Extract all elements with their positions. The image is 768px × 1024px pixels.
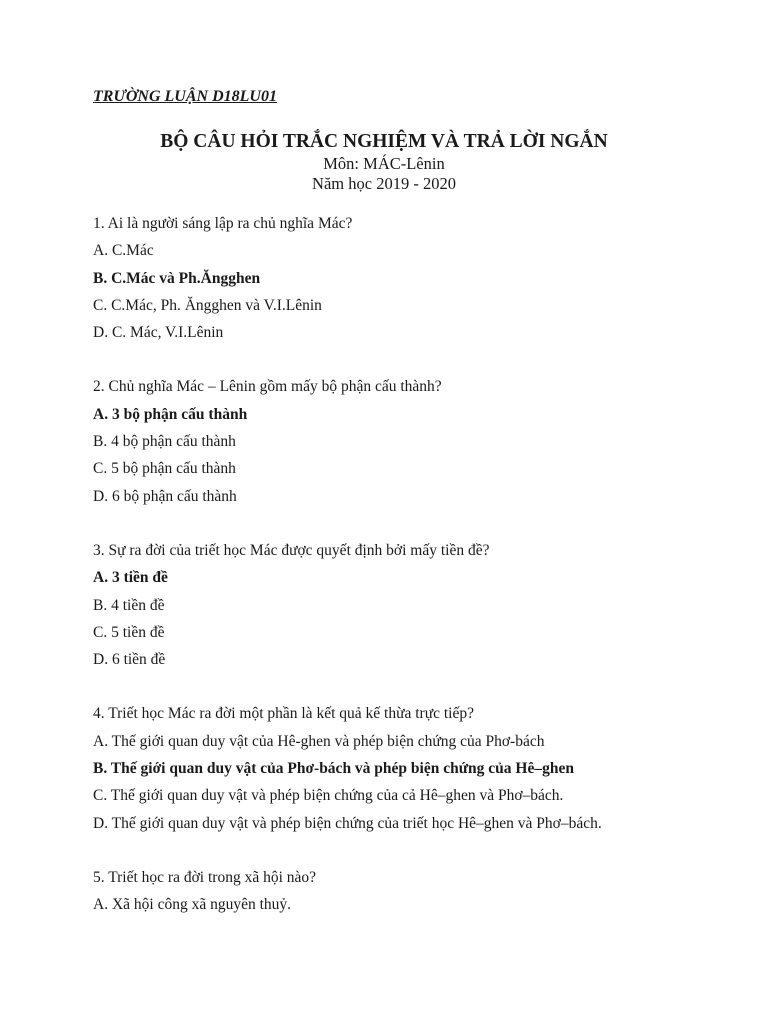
answer-option-correct: B. Thế giới quan duy vật của Phơ-bách và phép biện chứng của Hê–ghen xyxy=(93,760,574,778)
answer-option: C. C.Mác, Ph. Ăngghen và V.I.Lênin xyxy=(93,296,322,314)
answer-option: A. Xã hội công xã nguyên thuỷ. xyxy=(93,896,292,914)
answer-option-correct: B. C.Mác và Ph.Ăngghen xyxy=(93,269,261,287)
question-block xyxy=(93,210,693,346)
question-text: 5. Triết học ra đời trong xã hội nào? xyxy=(93,868,317,886)
question-block xyxy=(93,373,693,509)
school-year-line: Năm học 2019 - 2020 xyxy=(312,174,456,193)
answer-option: C. 5 tiền đề xyxy=(93,623,165,641)
question-block xyxy=(93,864,693,919)
question-text: 1. Ai là người sáng lập ra chủ nghĩa Mác? xyxy=(93,215,353,232)
question-text: 4. Triết học Mác ra đời một phần là kết quả kế thừa trực tiếp? xyxy=(93,705,474,723)
answer-option: D. 6 tiền đề xyxy=(93,651,166,669)
question-block xyxy=(93,700,693,836)
answer-option: B. 4 tiền đề xyxy=(93,596,165,614)
answer-option: A. Thế giới quan duy vật của Hê-ghen và phép biện chứng của Phơ-bách xyxy=(93,732,545,750)
question-block xyxy=(93,537,693,673)
document-page xyxy=(93,86,693,946)
answer-option: D. C. Mác, V.I.Lênin xyxy=(93,324,224,342)
answer-option: D. 6 bộ phận cấu thành xyxy=(93,487,237,505)
school-name: TRƯỜNG LUẬN D18LU01 xyxy=(93,88,277,105)
answer-option-correct: A. 3 bộ phận cấu thành xyxy=(93,405,248,423)
question-list xyxy=(93,210,693,919)
answer-option: A. C.Mác xyxy=(93,242,154,260)
question-text: 2. Chủ nghĩa Mác – Lênin gồm mấy bộ phận cấu thành? xyxy=(93,378,442,396)
answer-option: B. 4 bộ phận cấu thành xyxy=(93,433,236,451)
answer-option: C. Thế giới quan duy vật và phép biện chứng của cả Hê–ghen và Phơ–bách. xyxy=(93,787,564,805)
answer-option: C. 5 bộ phận cấu thành xyxy=(93,460,236,478)
question-text: 3. Sự ra đời của triết học Mác được quyết định bởi mấy tiền đề? xyxy=(93,541,490,559)
title-block xyxy=(93,130,675,194)
subject-line: Môn: MÁC-Lênin xyxy=(323,154,445,173)
page-title: BỘ CÂU HỎI TRẮC NGHIỆM VÀ TRẢ LỜI NGẮN xyxy=(160,131,608,152)
answer-option-correct: A. 3 tiền đề xyxy=(93,569,168,587)
answer-option: D. Thế giới quan duy vật và phép biện chứng của triết học Hê–ghen và Phơ–bách. xyxy=(93,814,602,832)
